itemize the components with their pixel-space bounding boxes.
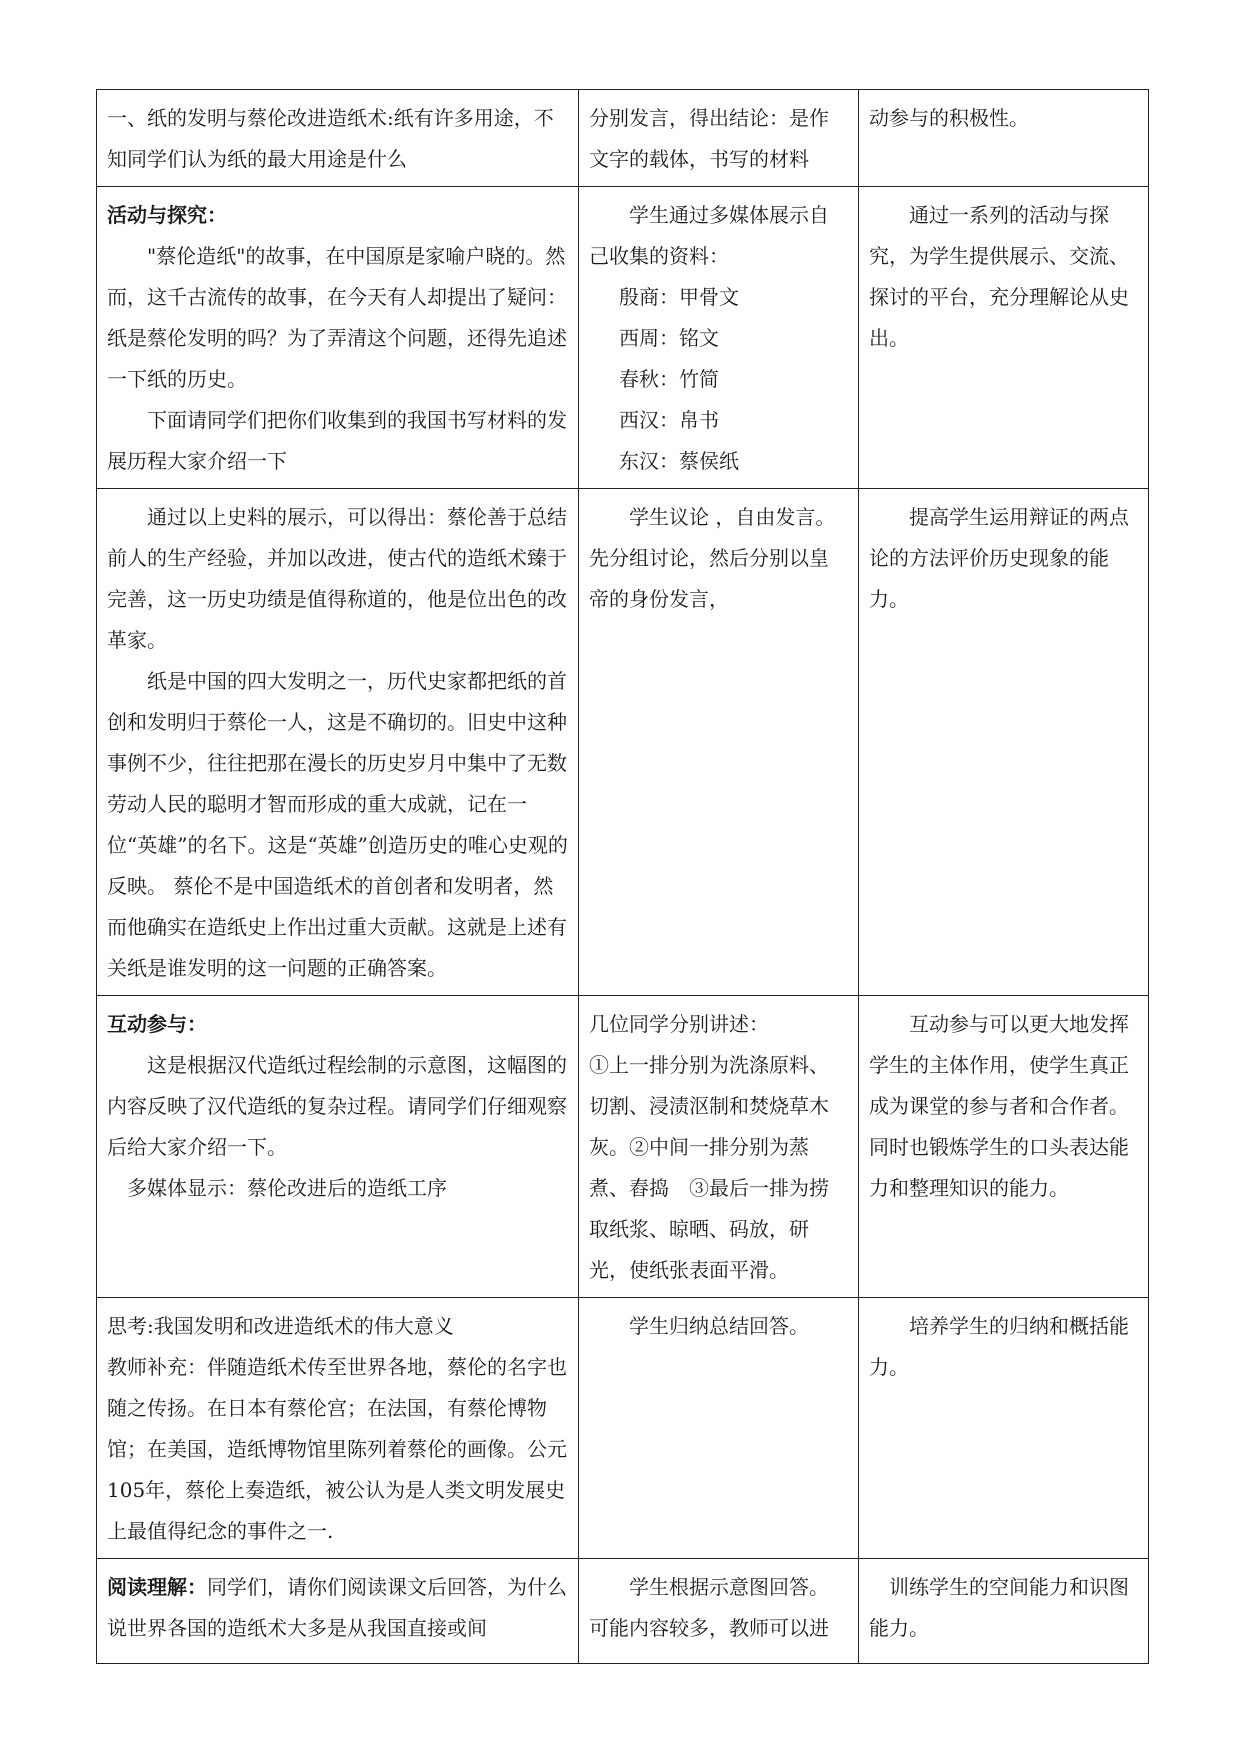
list-item: 春秋：竹简 <box>619 367 719 391</box>
cell-text: 学生归纳总结回答。 <box>629 1314 809 1338</box>
cell-text: 培养学生的归纳和概括能力。 <box>869 1314 1129 1379</box>
cell-text: 一、纸的发明与蔡伦改进造纸术:纸有许多用途，不知同学们认为纸的最大用途是什么 <box>107 106 554 171</box>
cell-text: 互动参与可以更大地发挥学生的主体作用，使学生真正成为课堂的参与者和合作者。同时也锻炼学生的口头表达能力和整理知识的能力。 <box>869 1012 1129 1200</box>
section-heading: 活动与探究： <box>107 203 227 227</box>
table-row <box>97 996 1149 1298</box>
cell-text: 学生议论 ，自由发言。先分组讨论，然后分别以皇帝的身份发言， <box>589 505 836 611</box>
cell-text: 几位同学分别讲述： <box>589 1012 769 1036</box>
list-item: 西周：铭文 <box>619 326 719 350</box>
list-item: 殷商：甲骨文 <box>619 285 739 309</box>
table-row <box>97 1298 1149 1559</box>
list-item: 东汉：蔡侯纸 <box>619 449 739 473</box>
teacher-activity-cell <box>97 187 579 489</box>
cell-text: 提高学生运用辩证的两点论的方法评价历史现象的能力。 <box>869 505 1129 611</box>
table-row <box>97 1559 1149 1664</box>
cell-text: 分别发言，得出结论：是作文字的载体，书写的材料 <box>589 106 829 171</box>
section-heading: 互动参与： <box>107 1012 207 1036</box>
section-heading: 阅读理解： <box>107 1575 207 1599</box>
table-row <box>97 187 1149 489</box>
cell-text: 思考:我国发明和改进造纸术的伟大意义 <box>107 1314 454 1338</box>
cell-text: 下面请同学们把你们收集到的我国书写材料的发展历程大家介绍一下 <box>107 408 567 473</box>
student-activity-cell <box>579 187 859 489</box>
cell-text: 动参与的积极性。 <box>869 106 1029 130</box>
lesson-plan-table <box>96 89 1149 1664</box>
teacher-activity-cell <box>97 996 579 1298</box>
cell-text: 学生通过多媒体展示自己收集的资料： <box>589 203 829 268</box>
cell-text: 学生根据示意图回答。可能内容较多，教师可以进 <box>589 1575 829 1640</box>
cell-text: 多媒体显示：蔡伦改进后的造纸工序 <box>127 1176 447 1200</box>
student-activity-cell <box>579 996 859 1298</box>
list-item: 西汉：帛书 <box>619 408 719 432</box>
cell-text <box>107 1567 568 1649</box>
design-intent-cell <box>859 489 1149 996</box>
cell-text: 通过一系列的活动与探究，为学生提供展示、交流、探讨的平台，充分理解论从史出。 <box>869 203 1129 350</box>
table-row <box>97 90 1149 187</box>
teacher-activity-cell <box>97 489 579 996</box>
student-activity-cell <box>579 489 859 996</box>
teacher-activity-cell <box>97 1559 579 1664</box>
cell-text: 纸是中国的四大发明之一，历代史家都把纸的首创和发明归于蔡伦一人，这是不确切的。旧史中这种事例不少，往往把那在漫长的历史岁月中集中了无数劳动人民的聪明才智而形成的重大成就，记在一位“英雄”的名下。这是“英雄”创造历史的唯心史观的反映。 蔡伦不是中国造纸术的首创者和发明者，然而他确实在造纸史上作出过重大贡献。这就是上述有关纸是谁发明的这一问题的正确答案。 <box>107 669 568 980</box>
student-activity-cell <box>579 1298 859 1559</box>
student-activity-cell <box>579 90 859 187</box>
cell-text: "蔡伦造纸"的故事，在中国原是家喻户晓的。然而，这千古流传的故事，在今天有人却提出了疑问：纸是蔡伦发明的吗？为了弄清这个问题，还得先追述一下纸的历史。 <box>107 244 567 391</box>
cell-text: 这是根据汉代造纸过程绘制的示意图，这幅图的内容反映了汉代造纸的复杂过程。请同学们仔细观察后给大家介绍一下。 <box>107 1053 567 1159</box>
design-intent-cell <box>859 996 1149 1298</box>
cell-text: 同学们，请你们阅读课文后回答，为什么说世界各国的造纸术大多是从我国直接或间 <box>107 1575 567 1640</box>
cell-text: 教师补充：伴随造纸术传至世界各地，蔡伦的名字也随之传扬。在日本有蔡伦宫；在法国，有蔡伦博物馆；在美国，造纸博物馆里陈列着蔡伦的画像。公元105年，蔡伦上奏造纸，被公认为是人类文明发展史上最值得纪念的事件之一. <box>107 1355 567 1543</box>
design-intent-cell <box>859 1559 1149 1664</box>
design-intent-cell <box>859 1298 1149 1559</box>
teacher-activity-cell <box>97 1298 579 1559</box>
design-intent-cell <box>859 187 1149 489</box>
design-intent-cell <box>859 90 1149 187</box>
cell-text: 通过以上史料的展示，可以得出：蔡伦善于总结前人的生产经验，并加以改进，使古代的造纸术臻于完善，这一历史功绩是值得称道的，他是位出色的改革家。 <box>107 505 567 652</box>
cell-text: ①上一排分别为洗涤原料、切割、浸渍沤制和焚烧草木灰。②中间一排分别为蒸煮、舂捣 ③最后一排为捞取纸浆、晾晒、码放，研光，使纸张表面平滑。 <box>589 1053 829 1282</box>
teacher-activity-cell <box>97 90 579 187</box>
cell-text: 训练学生的空间能力和识图能力。 <box>869 1575 1129 1640</box>
student-activity-cell <box>579 1559 859 1664</box>
table-row <box>97 489 1149 996</box>
